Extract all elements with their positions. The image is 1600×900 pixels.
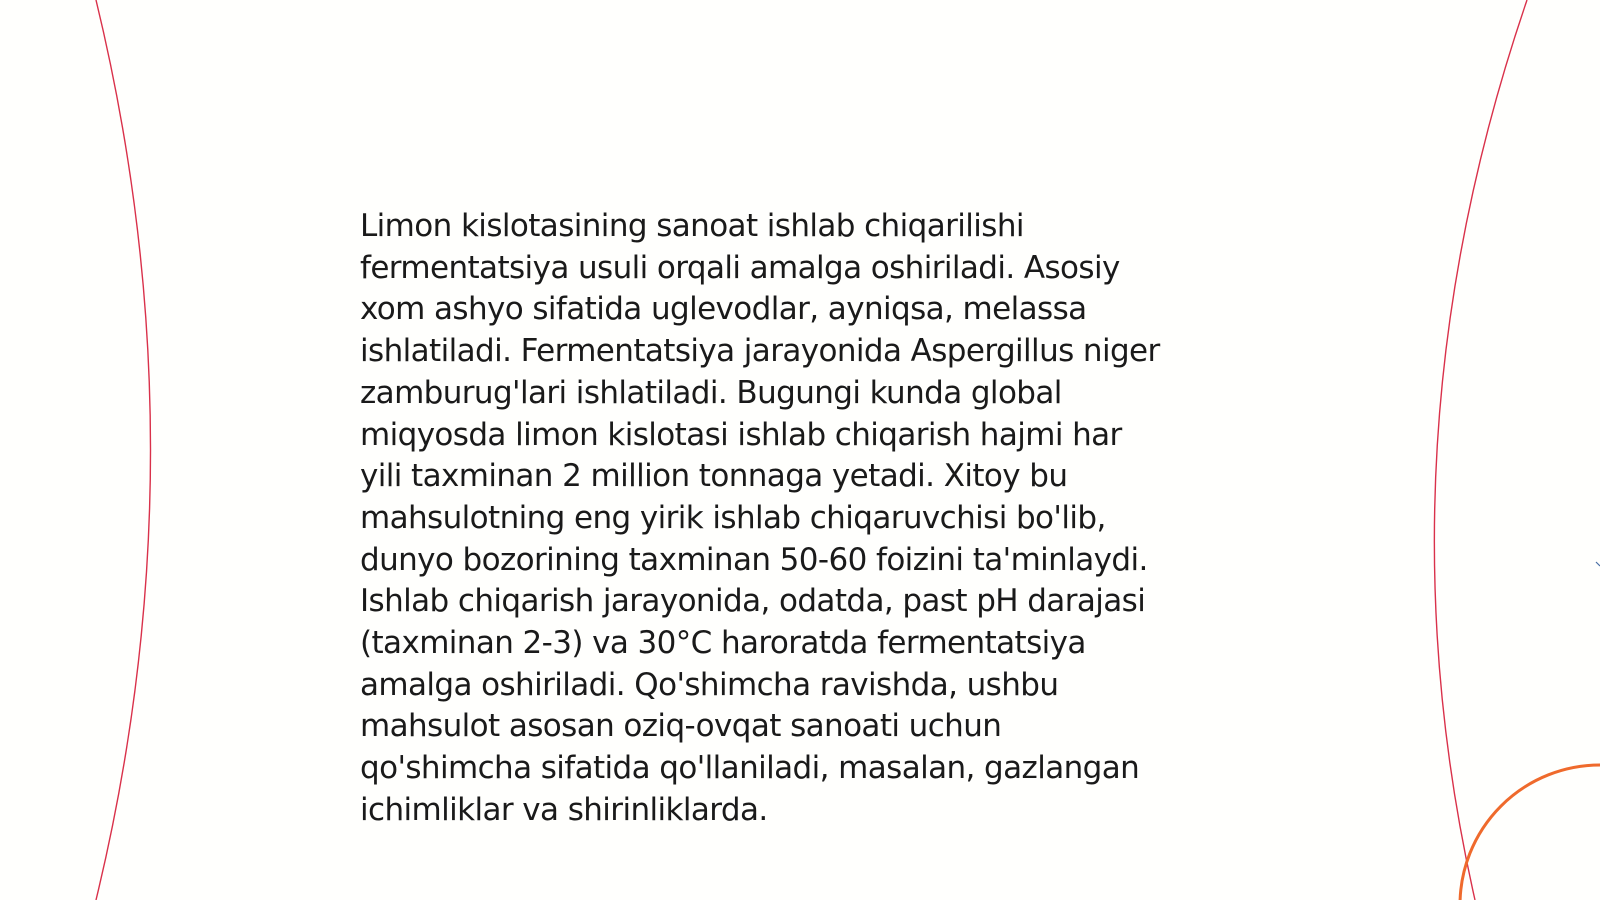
paragraph-line: ichimliklar va shirinliklarda. — [360, 791, 768, 828]
paragraph-line: Ishlab chiqarish jarayonida, odatda, past pH darajasi — [360, 583, 1146, 620]
paragraph-line: ishlatiladi. Fermentatsiya jarayonida Aspergillus niger — [360, 333, 1160, 370]
paragraph-line: Limon kislotasining sanoat ishlab chiqarilishi — [360, 208, 1024, 244]
paragraph-line: mahsulot asosan oziq-ovqat sanoati uchun — [360, 708, 1002, 745]
paragraph-line: miqyosda limon kislotasi ishlab chiqarish hajmi har — [360, 416, 1122, 453]
paragraph-line: (taxminan 2-3) va 30°C haroratda fermentatsiya — [360, 625, 1086, 662]
body-paragraph — [360, 206, 1240, 832]
paragraph-line: amalga oshiriladi. Qo'shimcha ravishda, ushbu — [360, 666, 1059, 703]
paragraph-line: dunyo bozorining taxminan 50-60 foizini ta'minlaydi. — [360, 541, 1148, 578]
paragraph-line: mahsulotning eng yirik ishlab chiqaruvchisi bo'lib, — [360, 499, 1106, 536]
right-edge-mark — [1596, 562, 1600, 566]
paragraph-line: zamburug'lari ishlatiladi. Bugungi kunda global — [360, 374, 1062, 411]
bottom-right-decorative-circle — [1460, 765, 1600, 900]
paragraph-line: xom ashyo sifatida uglevodlar, ayniqsa, melassa — [360, 291, 1087, 328]
paragraph-line: qo'shimcha sifatida qo'llaniladi, masalan, gazlangan — [360, 750, 1140, 787]
paragraph-line: fermentatsiya usuli orqali amalga oshiriladi. Asosiy — [360, 249, 1120, 286]
right-decorative-curve — [1434, 0, 1527, 900]
left-decorative-curve — [96, 0, 151, 900]
paragraph-line: yili taxminan 2 million tonnaga yetadi. Xitoy bu — [360, 458, 1068, 495]
